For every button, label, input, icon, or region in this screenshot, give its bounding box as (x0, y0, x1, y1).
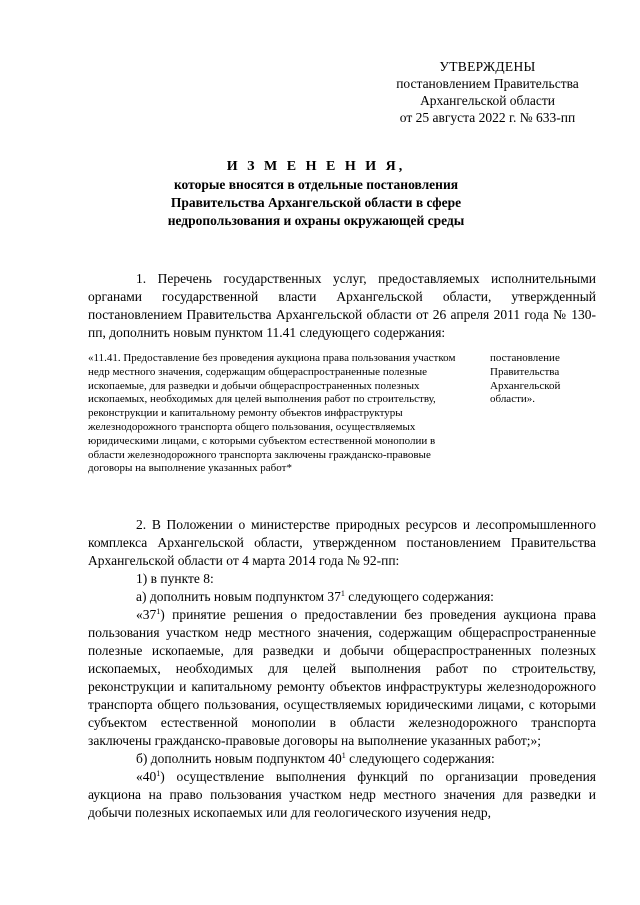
approval-line-1: постановлением Правительства (396, 76, 579, 91)
section-2 (88, 516, 596, 822)
title-line-3: недропользования и охраны окружающей среды (167, 213, 465, 228)
title-line-2: Правительства Архангельской области в сфере (170, 195, 462, 210)
section-2-item-a: а) дополнить новым подпунктом $37^1$ следующего содержания: (136, 589, 494, 604)
service-description-cell: «11.41. Предоставление без проведения аукциона права пользования участком недр местного значения, содержащим общераспространенные полезные ископаемые, для разведки и добычи общераспространенных полезных ископаемых, необходимых для целей выполнения работ по строительству, реконструкции и капитальному ремонту объектов инфраструктуры железнодорожного транспорта общего пользования, осуществляемых юридическими лицами, с которыми субъектом естественной монополии в области железнодорожного транспорта заключены гражданско-правовые договоры на выполнение указанных работ* (88, 352, 456, 475)
title-line-1: которые вносятся в отдельные постановления (173, 177, 459, 192)
quote-37-1: «$37^1$) принятие решения о предоставлении без проведения аукциона права пользования участком недр местного значения, содержащим общераспространенные полезные ископаемые, для разведки и добычи общераспространенных полезных ископаемых, необходимых для целей выполнения работ по строительству, реконструкции и капитальному ремонту объектов инфраструктуры железнодорожного транспорта общего пользования, осуществляемых юридическими лицами, с которыми субъектом естественной монополии в области железнодорожного транспорта заключены гражданско-правовые договоры на выполнение указанных работ;»; (88, 607, 596, 748)
quote-40-1: «$40^1$) осуществление выполнения функций по организации проведения аукциона на право пользования участком недр местного значения для разведки и добычи полезных ископаемых или для геологического изучения недр, (88, 769, 596, 820)
section-2-item-1: 1) в пункте 8: (136, 571, 214, 586)
approval-stamp (380, 58, 595, 126)
services-table-row (88, 352, 596, 476)
title-main: И З М Е Н Е Н И Я, (226, 159, 406, 174)
document-title (90, 158, 542, 230)
approval-line-3: от 25 августа 2022 г. № 633-пп (399, 110, 576, 125)
section-1-paragraph: 1. Перечень государственных услуг, предоставляемых исполнительными органами государственной власти Архангельской области, утвержденный постановлением Правительства Архангельской области от 26 апреля 2011 года № 130-пп, дополнить новым пунктом 11.41 следующего содержания: (88, 271, 596, 340)
approval-heading: УТВЕРЖДЕНЫ (439, 59, 536, 74)
section-2-intro: 2. В Положении о министерстве природных ресурсов и лесопромышленного комплекса Архангельской области, утвержденном постановлением Правительства Архангельской области от 4 марта 2014 года № 92-пп: (88, 517, 596, 568)
section-2-item-b: б) дополнить новым подпунктом $40^1$ следующего содержания: (136, 751, 495, 766)
service-basis-cell: постановление Правительства Архангельской области». (490, 352, 561, 406)
approval-line-2: Архангельской области (420, 93, 555, 108)
